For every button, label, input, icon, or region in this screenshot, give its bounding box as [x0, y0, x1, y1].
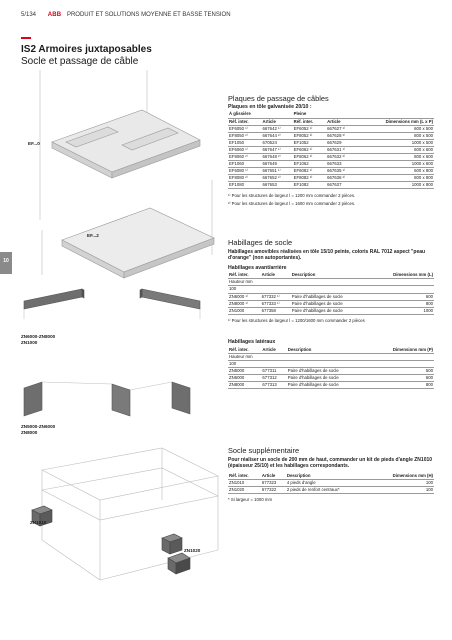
table-cell: EF8082 ²⁾ — [293, 175, 327, 182]
table-row — [228, 161, 434, 168]
table-row — [228, 487, 434, 494]
table-cell: EF6050 ¹⁾ — [228, 125, 262, 132]
col-ref-inter: Réf. inter. — [228, 118, 262, 125]
page-subtitle: Socle et passage de câble — [21, 56, 139, 67]
group-header-pleine: Pleine — [293, 111, 358, 118]
table-row — [228, 146, 434, 153]
table-cell: 600 — [371, 293, 434, 300]
cable-plates-illustration — [22, 70, 227, 285]
habillages-avant-title: Habillages avant/arrière — [228, 264, 287, 271]
table-cell: 667627 ¹⁾ — [326, 125, 357, 132]
table-cell: Paire d'habillages de socle — [291, 300, 371, 307]
habillages-lat-table — [228, 347, 434, 390]
table-cell: ZN8000 ¹⁾ — [228, 300, 261, 307]
col-ref-inter: Réf. inter. — [228, 347, 261, 354]
table-cell: 667633 — [326, 161, 357, 168]
table-cell: EF8080 ²⁾ — [228, 175, 262, 182]
socle-table — [228, 473, 434, 494]
socle-note: * Si largeur = 1000 mm — [228, 497, 273, 503]
table-cell: 1000 x 500 — [357, 139, 434, 146]
table-row — [228, 175, 434, 182]
table-cell: EF8050 ²⁾ — [228, 132, 262, 139]
table-cell: 667635 ¹⁾ — [326, 168, 357, 175]
table-row — [228, 307, 434, 314]
avant-height-value: 100 — [228, 286, 434, 293]
table-cell: 800 x 800 — [357, 175, 434, 182]
habillages-title: Habillages de socle — [228, 238, 293, 247]
table-cell: ZN1010 — [228, 479, 261, 486]
table-cell: 800 x 500 — [357, 132, 434, 139]
table-cell: Paire d'habillages de socle — [287, 375, 369, 382]
table-cell: 677311 — [261, 368, 286, 375]
col-description: Description — [286, 473, 370, 480]
col-dimensions: Dimensions mm (P) — [369, 347, 434, 354]
table-cell: EF1050 — [228, 139, 262, 146]
table-row — [228, 375, 434, 382]
table-cell: Paire d'habillages de socle — [291, 307, 371, 314]
table-row — [228, 368, 434, 375]
table-cell: ZN6000 — [228, 375, 261, 382]
table-cell: 677322 — [261, 487, 286, 494]
table-cell: EF1060 — [228, 161, 262, 168]
table-cell: 800 — [371, 300, 434, 307]
table-cell: 1000 x 600 — [357, 161, 434, 168]
table-cell: 667652 ²⁾ — [262, 175, 293, 182]
avant-height-label: Hauteur mm — [228, 279, 434, 286]
table-cell: 670524 — [262, 139, 293, 146]
table-cell: 677313 — [261, 382, 286, 389]
table-cell: 667648 ²⁾ — [262, 153, 293, 160]
habillages-lat-title: Habillages latéraux — [228, 339, 276, 346]
figure-label-zn-side-1: ZN5000-ZN6000 — [21, 424, 56, 429]
table-cell: EF6082 ¹⁾ — [293, 168, 327, 175]
habillages-avant-table — [228, 272, 434, 315]
table-row — [228, 168, 434, 175]
table-cell: 667651 ¹⁾ — [262, 168, 293, 175]
table-cell: EF8052 ²⁾ — [293, 132, 327, 139]
table-cell: EF1062 — [293, 161, 327, 168]
table-header-row — [228, 347, 434, 354]
col-article: Article — [261, 473, 286, 480]
table-cell: EF6060 ¹⁾ — [228, 146, 262, 153]
table-cell: Paire d'habillages de socle — [291, 293, 371, 300]
plinth-feet-illustration — [22, 440, 227, 590]
table-row — [228, 125, 434, 132]
lat-height-value: 100 — [228, 360, 434, 367]
chapter-tab-label: 10 — [3, 258, 9, 264]
title-accent-line — [21, 37, 31, 39]
habillages-section — [228, 238, 434, 389]
table-cell: ZN1020 — [228, 487, 261, 494]
lat-height-label: Hauteur mm — [228, 353, 434, 360]
table-row — [228, 293, 434, 300]
table-cell: 667647 ¹⁾ — [262, 146, 293, 153]
table-cell: 667637 — [326, 182, 357, 189]
col-dimensions: Dimensions mm (H) — [369, 473, 434, 480]
header-section: PRODUIT ET SOLUTIONS MOYENNE ET BASSE TENSION — [66, 12, 231, 18]
col-article: Article — [262, 118, 293, 125]
figure-label-zn-front-2: ZN1000 — [21, 340, 38, 345]
table-header-row — [228, 118, 434, 125]
plaques-section — [228, 94, 434, 207]
table-cell: ZN5000 — [228, 368, 261, 375]
table-cell: 1000 — [371, 307, 434, 314]
table-cell: 667628 ²⁾ — [326, 132, 357, 139]
table-row — [228, 382, 434, 389]
figure-label-zn1020: ZN1020 — [184, 548, 201, 553]
plaques-title: Plaques de passage de câbles — [228, 94, 329, 103]
table-row — [228, 132, 434, 139]
figure-label-ef2: EF...2 — [87, 233, 99, 238]
table-cell: 500 — [369, 368, 434, 375]
table-cell: EF8060 ²⁾ — [228, 153, 262, 160]
table-cell: EF8062 ²⁾ — [293, 153, 327, 160]
table-cell: 667636 ²⁾ — [326, 175, 357, 182]
table-row — [228, 300, 434, 307]
table-cell: 100 — [369, 479, 434, 486]
table-cell: 667631 ¹⁾ — [326, 146, 357, 153]
table-cell: 677358 — [261, 307, 291, 314]
table-cell: 667642 ¹⁾ — [262, 125, 293, 132]
table-cell: EF6062 ¹⁾ — [293, 146, 327, 153]
table-cell: 667653 — [262, 182, 293, 189]
table-row — [228, 139, 434, 146]
table-cell: ZN6000 ¹⁾ — [228, 293, 261, 300]
table-row — [228, 153, 434, 160]
table-header-row — [228, 473, 434, 480]
table-cell: 667632 ²⁾ — [326, 153, 357, 160]
table-cell: ZN8000 — [228, 382, 261, 389]
col-ref-inter: Réf. inter. — [228, 473, 261, 480]
table-cell: 600 x 500 — [357, 125, 434, 132]
col-article: Article — [261, 347, 286, 354]
table-cell: 677332 ¹⁾ — [261, 293, 291, 300]
page-header — [21, 12, 231, 18]
table-cell: 667629 — [326, 139, 357, 146]
table-cell: 2 pieds de renfort centraux* — [286, 487, 370, 494]
table-cell: 600 x 600 — [357, 146, 434, 153]
abb-logo: ABB — [47, 12, 62, 18]
table-cell: 4 pieds d'angle — [286, 479, 370, 486]
table-cell: 600 — [369, 375, 434, 382]
col-description: Description — [291, 272, 371, 279]
socle-section — [228, 446, 434, 503]
col-ref-inter: Réf. inter. — [228, 272, 261, 279]
col-dimensions: Dimensions mm (L x P) — [357, 118, 434, 125]
col-article: Article — [261, 272, 291, 279]
col-description: Description — [287, 347, 369, 354]
table-cell: 677323 — [261, 479, 286, 486]
side-covers-illustration — [22, 380, 227, 420]
table-cell: 800 — [369, 382, 434, 389]
plaques-table — [228, 111, 434, 189]
figure-label-ef0: EF...0 — [28, 141, 40, 146]
col-article-2: Article — [326, 118, 357, 125]
table-cell: EF1082 — [293, 182, 327, 189]
table-row — [228, 182, 434, 189]
table-cell: Paire d'habillages de socle — [287, 368, 369, 375]
group-header-glissiere: À glissière — [228, 111, 293, 118]
table-cell: 667649 — [262, 161, 293, 168]
habillages-desc: Habillages amovibles réalisées en tôle 15/10 peinte, coloris RAL 7012 aspect "peau d'orange" (non autoportantes). — [228, 249, 426, 262]
plaques-subtitle: Plaques en tôle galvanisée 20/10 : — [228, 104, 312, 110]
table-cell: 800 x 600 — [357, 153, 434, 160]
chapter-tab[interactable] — [0, 252, 12, 274]
page-number: 5/134 — [21, 12, 37, 18]
page-title: IS2 Armoires juxtaposables — [21, 44, 152, 55]
table-cell: 677312 — [261, 375, 286, 382]
col-ref-inter-2: Réf. inter. — [293, 118, 327, 125]
socle-desc: Pour réaliser un socle de 200 mm de haut, commander un kit de pieds d'angle ZN1010 (épaisseur 25/10) et les habillages correspondants. — [228, 457, 433, 470]
table-cell: 100 — [369, 487, 434, 494]
table-cell: 1000 x 800 — [357, 182, 434, 189]
col-dimensions: Dimensions mm (L) — [371, 272, 434, 279]
figure-label-zn-side-2: ZN8000 — [21, 430, 38, 435]
plaques-note-1: ¹⁾ Pour les structures de largeur l = 1200 mm commander 2 pièces. — [228, 193, 356, 199]
table-cell: 600 x 800 — [357, 168, 434, 175]
figure-label-zn1010: ZN1010 — [30, 520, 47, 525]
table-cell: EF1080 — [228, 182, 262, 189]
plaques-note-2: ²⁾ Pour les structures de largeur l = 1600 mm commander 2 pièces. — [228, 201, 356, 207]
front-back-covers-illustration — [22, 285, 227, 325]
socle-title: Socle supplémentaire — [228, 446, 300, 455]
table-cell: 677333 ¹⁾ — [261, 300, 291, 307]
table-cell: EF1052 — [293, 139, 327, 146]
table-cell: EF6080 ¹⁾ — [228, 168, 262, 175]
table-row — [228, 479, 434, 486]
table-cell: Paire d'habillages de socle — [287, 382, 369, 389]
table-cell: ZN1000 — [228, 307, 261, 314]
figure-label-zn-front-1: ZN6000-ZN8000 — [21, 334, 56, 339]
table-header-row — [228, 272, 434, 279]
table-cell: 667644 ²⁾ — [262, 132, 293, 139]
habillages-avant-note: ¹⁾ Pour les structures de largeur l = 1200/1600 mm commander 2 pièces — [228, 317, 365, 323]
table-cell: EF6052 ¹⁾ — [293, 125, 327, 132]
